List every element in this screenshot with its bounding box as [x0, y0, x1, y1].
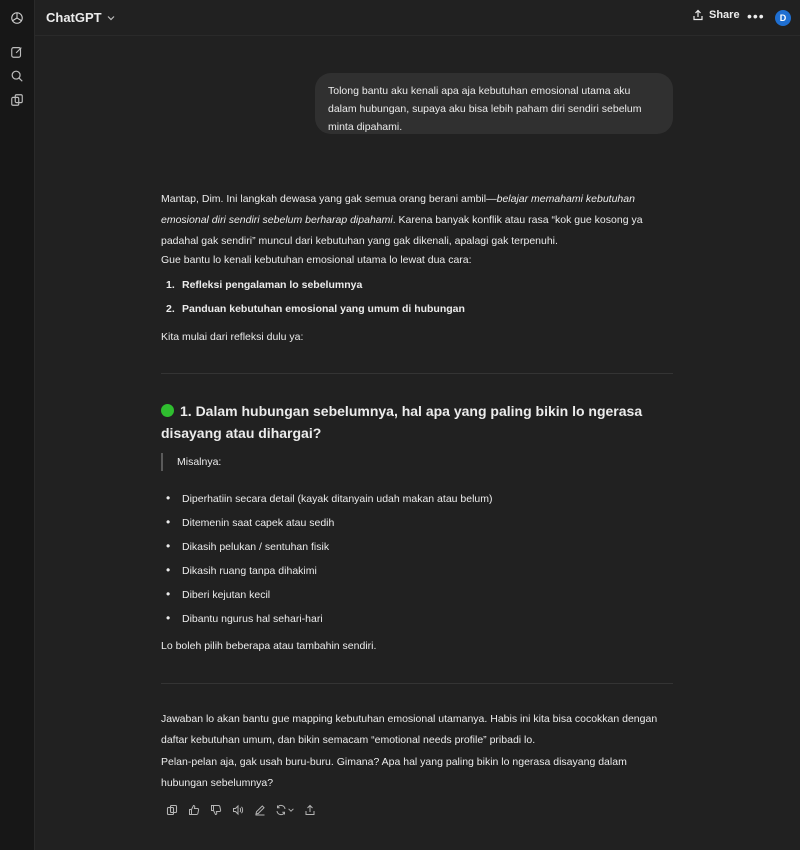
intro-end: . Karena banyak konflik atau rasa “kok gue kosong ya padahal gak sendiri” muncul dari kebutuhan yang gak dikenali, apalagi gak terpenuhi. [161, 214, 643, 247]
method-item-2 [166, 303, 465, 315]
closing-paragraph-2: Pelan-pelan aja, gak usah buru-buru. Gimana? Apa hal yang paling bikin lo ngerasa disayang dalam hubungan sebelumnya? [161, 756, 627, 789]
list-item: • Dikasih ruang tanpa dihakimi [166, 563, 317, 577]
start-line: Kita mulai dari refleksi dulu ya: [161, 331, 304, 343]
method-item-1 [166, 279, 362, 291]
green-circle-icon [161, 404, 174, 417]
list-item: • Diberi kejutan kecil [166, 587, 271, 601]
intro-italic: belajar memahami kebutuhan emosional diri sendiri sebelum berharap dipahami [161, 193, 635, 226]
top-bar [35, 0, 800, 36]
share-label: Share [709, 9, 740, 21]
chevron-down-icon [106, 13, 116, 23]
model-selector[interactable] [46, 10, 116, 25]
method-text: Refleksi pengalaman lo sebelumnya [182, 279, 363, 291]
divider [161, 373, 673, 374]
intro-start: Mantap, Dim. Ini langkah dewasa yang gak semua orang berani ambil— [161, 193, 497, 205]
library-icon[interactable] [9, 92, 25, 108]
copy-button[interactable] [161, 802, 183, 818]
thumbs-up-button[interactable] [183, 802, 205, 818]
closing-paragraph-1: Jawaban lo akan bantu gue mapping kebutuhan emosional utamanya. Habis ini kita bisa cocokkan dengan daftar kebutuhan umum, dan bikin semacam “emotional needs profile” pribadi lo. [161, 713, 658, 746]
list-item-text: Dikasih pelukan / sentuhan fisik [182, 541, 330, 553]
list-item-text: Ditemenin saat capek atau sedih [182, 517, 335, 529]
list-item-text: Diperhatiin secara detail (kayak ditanyain udah makan atau belum) [182, 493, 493, 505]
upload-icon [304, 804, 316, 816]
message-actions [161, 802, 321, 818]
list-item: • Dibantu ngurus hal sehari-hari [166, 611, 323, 625]
response-lead: Gue bantu lo kenali kebutuhan emosional utama lo lewat dua cara: [161, 254, 472, 266]
left-rail [0, 0, 35, 850]
method-number: 2. [166, 303, 175, 315]
copy-icon [166, 804, 178, 816]
examples-note: Lo boleh pilih beberapa atau tambahin sendiri. [161, 640, 377, 652]
avatar[interactable]: D [775, 10, 791, 26]
user-message-bubble: Tolong bantu aku kenali apa aja kebutuhan emosional utama aku dalam hubungan, supaya aku bisa lebih paham diri sendiri sebelum minta dipahami. [315, 73, 673, 134]
list-item: • Ditemenin saat capek atau sedih [166, 515, 335, 529]
search-icon[interactable] [9, 68, 25, 84]
list-item-text: Dibantu ngurus hal sehari-hari [182, 613, 323, 625]
list-item-text: Dikasih ruang tanpa dihakimi [182, 565, 317, 577]
openai-logo-icon[interactable] [9, 10, 25, 26]
model-label: ChatGPT [46, 10, 102, 25]
regenerate-icon [275, 804, 287, 816]
thumbs-down-icon [210, 804, 222, 816]
share-icon [692, 9, 704, 21]
list-item-text: Diberi kejutan kecil [182, 589, 271, 601]
list-item: • Dikasih pelukan / sentuhan fisik [166, 539, 330, 553]
divider [161, 683, 673, 684]
method-text: Panduan kebutuhan emosional yang umum di hubungan [182, 303, 465, 315]
question-heading [161, 400, 661, 444]
thumbs-down-button[interactable] [205, 802, 227, 818]
list-item: • Diperhatiin secara detail (kayak ditanyain udah makan atau belum) [166, 491, 493, 505]
regenerate-button[interactable] [271, 802, 299, 818]
new-chat-icon[interactable] [9, 44, 25, 60]
pen-icon [254, 804, 266, 816]
share-message-button[interactable] [299, 802, 321, 818]
speaker-icon [232, 804, 244, 816]
read-aloud-button[interactable] [227, 802, 249, 818]
question-heading-text: 1. Dalam hubungan sebelumnya, hal apa yang paling bikin lo ngerasa disayang atau dihargai? [161, 403, 643, 441]
method-number: 1. [166, 279, 175, 291]
more-options-button[interactable]: ••• [747, 8, 765, 24]
thumbs-up-icon [188, 804, 200, 816]
chevron-down-icon [287, 806, 295, 814]
edit-canvas-button[interactable] [249, 802, 271, 818]
share-button[interactable] [692, 9, 740, 21]
example-quote: Misalnya: [161, 453, 221, 471]
response-intro [161, 189, 675, 252]
